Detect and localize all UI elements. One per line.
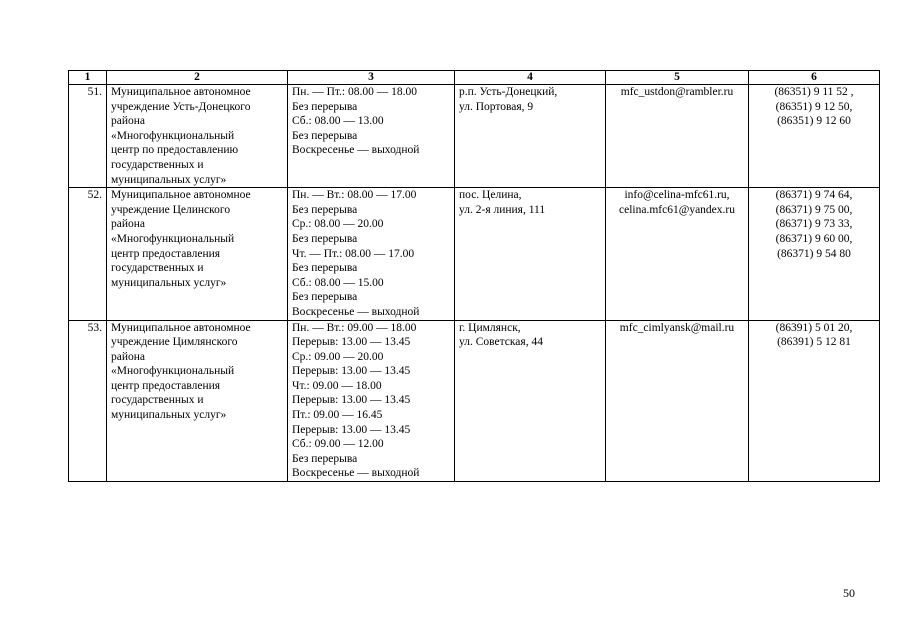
work-schedule-line: Чт. — Пт.: 08.00 — 17.00 — [292, 247, 415, 260]
work-schedule-line: Чт.: 09.00 — 18.00 — [292, 379, 382, 392]
organization-name-line: государственных и — [111, 158, 204, 171]
work-schedule-line: Сб.: 08.00 — 15.00 — [292, 276, 384, 289]
organization-name-line: муниципальных услуг» — [111, 276, 227, 289]
email-line: mfc_cimlyansk@mail.ru — [619, 321, 735, 334]
address-cell — [455, 188, 606, 320]
work-schedule-line: Перерыв: 13.00 — 13.45 — [292, 365, 411, 378]
table-row — [69, 188, 880, 320]
work-schedule-line: Сб.: 08.00 — 13.00 — [292, 115, 384, 128]
work-schedule-line: Без перерыва — [292, 129, 358, 142]
address-line: ул. 2-я линия, 111 — [459, 203, 546, 216]
work-schedule-line: Без перерыва — [292, 452, 358, 465]
address-cell — [455, 85, 606, 188]
work-schedule-line: Ср.: 09.00 — 20.00 — [292, 350, 384, 363]
organization-name-line: муниципальных услуг» — [111, 173, 227, 186]
work-schedule-line: Перерыв: 13.00 — 13.45 — [292, 336, 411, 349]
table-row — [69, 320, 880, 482]
organization-name-line: «Многофункциональный — [111, 129, 235, 142]
organization-name-cell — [107, 188, 288, 320]
organization-name-cell — [107, 320, 288, 482]
address-line: ул. Советская, 44 — [459, 336, 543, 349]
work-schedule-line: Воскресенье — выходной — [292, 144, 420, 157]
organization-name-line: района — [111, 218, 146, 231]
table-header-row — [69, 71, 880, 85]
row-number-cell: 52. — [69, 188, 107, 320]
row-number-cell: 53. — [69, 320, 107, 482]
page-number: 50 — [843, 586, 855, 600]
email-line: info@celina-mfc61.ru, — [624, 189, 730, 202]
organization-name-cell — [107, 85, 288, 188]
work-schedule-cell — [288, 85, 455, 188]
organization-name-line: «Многофункциональный — [111, 232, 235, 245]
work-schedule-line: Сб.: 09.00 — 12.00 — [292, 438, 384, 451]
organization-name-line: государственных и — [111, 262, 204, 275]
organization-name-line: центр по предоставлению — [111, 144, 239, 157]
email-cell — [606, 320, 749, 482]
work-schedule-line: Пн. — Вт.: 08.00 — 17.00 — [292, 189, 417, 202]
work-schedule-line: Воскресенье — выходной — [292, 305, 420, 318]
phone-numbers-line: (86371) 9 75 00, — [775, 203, 853, 216]
phone-numbers-line: (86391) 5 12 81 — [777, 336, 851, 349]
work-schedule-cell — [288, 188, 455, 320]
phone-numbers-line: (86371) 9 54 80 — [777, 247, 851, 260]
organization-name-line: учреждение Целинского — [111, 203, 231, 216]
organization-name-line: муниципальных услуг» — [111, 409, 227, 422]
work-schedule-line: Пн. — Вт.: 09.00 — 18.00 — [292, 321, 417, 334]
organization-name-line: центр предоставления — [111, 379, 221, 392]
work-schedule-line: Перерыв: 13.00 — 13.45 — [292, 394, 411, 407]
row-number-cell: 51. — [69, 85, 107, 188]
column-header-3: 3 — [288, 71, 455, 85]
column-header-4: 4 — [455, 71, 606, 85]
mfc-table — [68, 70, 880, 482]
email-line: celina.mfc61@yandex.ru — [619, 203, 735, 216]
organization-name-line: Муниципальное автономное — [111, 321, 251, 334]
work-schedule-line: Без перерыва — [292, 203, 358, 216]
organization-name-line: района — [111, 350, 146, 363]
phone-numbers-line: (86371) 9 74 64, — [775, 189, 853, 202]
table-body — [69, 85, 880, 482]
work-schedule-line: Без перерыва — [292, 232, 358, 245]
email-line: mfc_ustdon@rambler.ru — [620, 86, 734, 98]
work-schedule-line: Пн. — Пт.: 08.00 — 18.00 — [292, 86, 417, 98]
work-schedule-line: Воскресенье — выходной — [292, 467, 420, 480]
phone-numbers-cell — [749, 188, 880, 320]
address-line: пос. Целина, — [459, 189, 522, 202]
work-schedule-cell — [288, 320, 455, 482]
column-header-5: 5 — [606, 71, 749, 85]
work-schedule-line: Без перерыва — [292, 100, 358, 113]
phone-numbers-line: (86371) 9 73 33, — [775, 218, 853, 231]
phone-numbers-cell — [749, 85, 880, 188]
organization-name-line: Муниципальное автономное — [111, 189, 251, 202]
organization-name-line: района — [111, 115, 146, 128]
phone-numbers-cell — [749, 320, 880, 482]
work-schedule-line: Перерыв: 13.00 — 13.45 — [292, 423, 411, 436]
work-schedule-line: Ср.: 08.00 — 20.00 — [292, 218, 384, 231]
address-line: г. Цимлянск, — [459, 321, 521, 334]
phone-numbers-line: (86351) 9 11 52 , — [774, 86, 854, 98]
column-header-1: 1 — [69, 71, 107, 85]
organization-name-line: Муниципальное автономное — [111, 86, 251, 98]
email-cell — [606, 188, 749, 320]
phone-numbers-line: (86351) 9 12 50, — [775, 100, 853, 113]
phone-numbers-line: (86351) 9 12 60 — [777, 115, 851, 128]
column-header-2: 2 — [107, 71, 288, 85]
phone-numbers-line: (86391) 5 01 20, — [775, 321, 853, 334]
organization-name-line: центр предоставления — [111, 247, 221, 260]
organization-name-line: «Многофункциональный — [111, 365, 235, 378]
work-schedule-line: Пт.: 09.00 — 16.45 — [292, 409, 383, 422]
work-schedule-line: Без перерыва — [292, 291, 358, 304]
address-line: р.п. Усть-Донецкий, — [459, 86, 558, 98]
email-cell — [606, 85, 749, 188]
address-cell — [455, 320, 606, 482]
organization-name-line: учреждение Цимлянского — [111, 336, 238, 349]
organization-name-line: учреждение Усть-Донецкого — [111, 100, 251, 113]
organization-name-line: государственных и — [111, 394, 204, 407]
phone-numbers-line: (86371) 9 60 00, — [775, 232, 853, 245]
address-line: ул. Портовая, 9 — [459, 100, 534, 113]
table-row — [69, 85, 880, 188]
work-schedule-line: Без перерыва — [292, 262, 358, 275]
column-header-6: 6 — [749, 71, 880, 85]
